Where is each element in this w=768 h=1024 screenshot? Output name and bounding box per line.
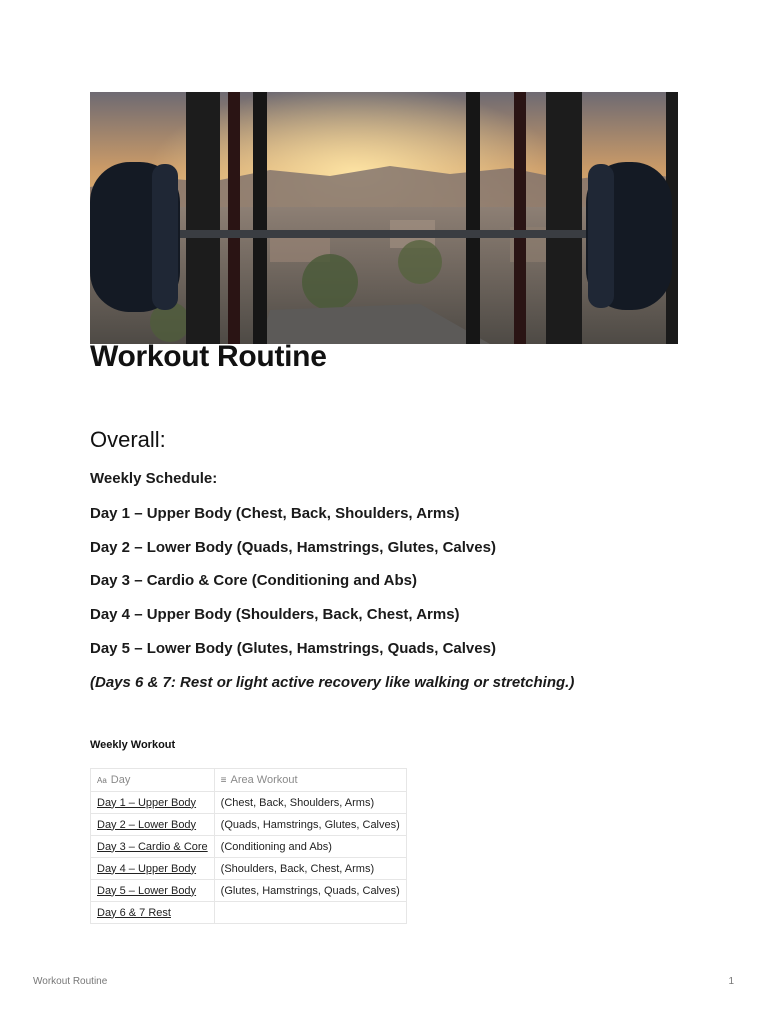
schedule-day-5: Day 5 – Lower Body (Glutes, Hamstrings, Quads, Calves) [90, 640, 496, 657]
table-row [91, 792, 407, 814]
cell-area: (Chest, Back, Shoulders, Arms) [214, 792, 406, 814]
schedule-day-4: Day 4 – Upper Body (Shoulders, Back, Chest, Arms) [90, 606, 460, 623]
section-heading: Overall: [90, 427, 166, 452]
day-link[interactable]: Day 6 & 7 Rest [97, 906, 171, 919]
table-header-row [91, 769, 407, 792]
column-header-day[interactable]: Aa Day [91, 769, 215, 792]
day-link[interactable]: Day 3 – Cardio & Core [97, 840, 208, 853]
schedule-label: Weekly Schedule: [90, 470, 218, 487]
cell-day[interactable] [91, 858, 215, 880]
schedule-day-3: Day 3 – Cardio & Core (Conditioning and Abs) [90, 572, 417, 589]
table-row [91, 858, 407, 880]
text-lines-icon: ≡ [220, 774, 227, 786]
cell-day[interactable] [91, 836, 215, 858]
day-link[interactable]: Day 2 – Lower Body [97, 818, 197, 831]
cell-day[interactable] [91, 902, 215, 924]
page-title: Workout Routine [90, 340, 327, 373]
table-row [91, 880, 407, 902]
table-row [91, 902, 407, 924]
table-label: Weekly Workout [90, 739, 176, 751]
cell-area: (Conditioning and Abs) [214, 836, 406, 858]
footer-title: Workout Routine [33, 976, 108, 987]
schedule-day-2: Day 2 – Lower Body (Quads, Hamstrings, Glutes, Calves) [90, 539, 496, 556]
cell-area: (Quads, Hamstrings, Glutes, Calves) [214, 814, 406, 836]
rest-note: (Days 6 & 7: Rest or light active recovery like walking or stretching.) [90, 674, 575, 691]
cell-area [214, 902, 406, 924]
cell-day[interactable] [91, 880, 215, 902]
day-link[interactable]: Day 4 – Upper Body [97, 862, 197, 875]
cell-day[interactable] [91, 792, 215, 814]
text-type-icon: Aa [97, 775, 107, 785]
cell-area: (Glutes, Hamstrings, Quads, Calves) [214, 880, 406, 902]
cell-area: (Shoulders, Back, Chest, Arms) [214, 858, 406, 880]
cover-image [90, 92, 678, 344]
column-header-area[interactable]: ≡ Area Workout [214, 769, 406, 792]
weekly-workout-table [90, 768, 407, 924]
page-number: 1 [728, 976, 734, 987]
schedule-day-1: Day 1 – Upper Body (Chest, Back, Shoulders, Arms) [90, 505, 460, 522]
table-row [91, 836, 407, 858]
table-row [91, 814, 407, 836]
cell-day[interactable] [91, 814, 215, 836]
day-link[interactable]: Day 5 – Lower Body [97, 884, 197, 897]
day-link[interactable]: Day 1 – Upper Body [97, 796, 197, 809]
